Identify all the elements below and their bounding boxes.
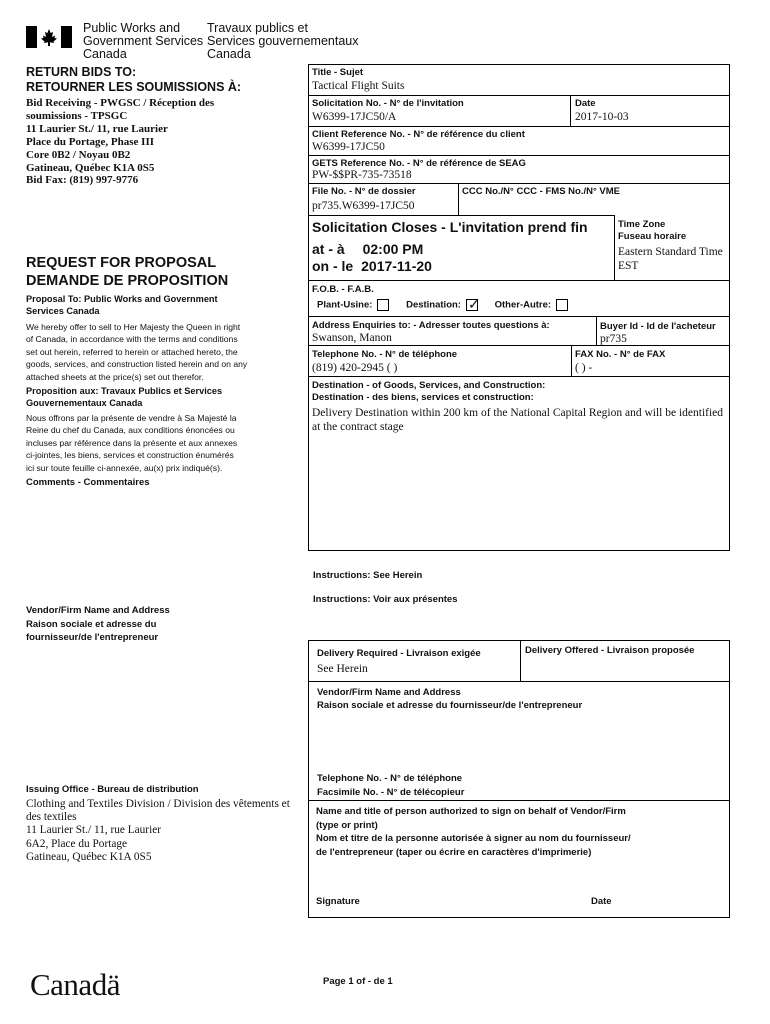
- closing-date-value: 2017-11-20: [361, 258, 432, 274]
- proposition-text-fr: Nous offrons par la présente de vendre à Sa Majesté la Reine du chef du Canada, aux conditions énoncées ou incluses par référence dans la présente et aux annexes ci-jointes, les biens, services et construction énumérés ici sur toute feuille ci-annexée, au(x) prix indiqué(s).: [26, 413, 238, 473]
- canada-wordmark-text: Canadä: [30, 967, 120, 1002]
- destination-checkbox[interactable]: [466, 296, 480, 312]
- instructions-en: Instructions: See Herein: [313, 570, 423, 581]
- other-autre-checkbox[interactable]: [556, 299, 568, 311]
- return-bids-address: Bid Receiving - PWGSC / Réception des soumissions - TPSGC 11 Laurier St./ 11, rue Laurier Place du Portage, Phase III Core 0B2 / Noyau 0B2 Gatineau, Québec K1A 0S5 Bid Fax: (819) 997-9776: [26, 97, 215, 187]
- solicitation-number-label: Solicitation No. - N° de l'invitation: [312, 98, 464, 109]
- instructions-fr: Instructions: Voir aux présentes: [313, 594, 458, 605]
- other-autre-label: Other-Autre:: [494, 299, 552, 311]
- telephone-label: Telephone No. - N° de téléphone: [312, 349, 458, 360]
- delivery-required-label: Delivery Required - Livraison exigée: [317, 648, 481, 659]
- at-label: at - à: [312, 241, 345, 257]
- destination-goods-value: Delivery Destination within 200 km of the National Capital Region and will be identified at the contract stage: [312, 407, 724, 433]
- rfp-title: REQUEST FOR PROPOSAL DEMANDE DE PROPOSITION: [26, 255, 229, 289]
- maple-leaf-flag-icon: [26, 26, 72, 48]
- time-zone-label: Time Zone Fuseau horaire: [618, 219, 687, 242]
- time-zone-value: Eastern Standard Time EST: [618, 246, 723, 272]
- address-enquiries-label: Address Enquiries to: - Adresser toutes questions à:: [312, 320, 550, 331]
- gets-reference-label: GETS Reference No. - N° de référence de SEAG: [312, 158, 526, 169]
- date-label: Date: [575, 98, 596, 109]
- check-mark-icon: ✓: [467, 296, 480, 312]
- buyer-id-label: Buyer Id - Id de l'acheteur: [600, 321, 716, 332]
- proposal-text-en: We hereby offer to sell to Her Majesty the Queen in right of Canada, in accordance with the terms and conditions set out herein, referred to herein or attached hereto, the goods, services, and construction listed herein and on any attached sheets at the price(s) set out therefor.: [26, 322, 248, 382]
- fax-label: FAX No. - N° de FAX: [575, 349, 666, 360]
- plant-usine-checkbox[interactable]: [377, 299, 389, 311]
- proposal-to-heading: Proposal To: Public Works and Government Services Canada: [26, 294, 218, 316]
- address-enquiries-value: Swanson, Manon: [312, 332, 392, 344]
- closing-time-value: 02:00 PM: [362, 241, 424, 257]
- vendor-phone-fax-label: Telephone No. - N° de téléphone Facsimile No. - N° de télécopieur: [317, 773, 465, 798]
- fob-label: F.O.B. - F.A.B.: [312, 284, 374, 295]
- client-reference-label: Client Reference No. - N° de référence du client: [312, 129, 525, 140]
- client-reference-value: W6399-17JC50: [312, 141, 385, 153]
- canada-wordmark: [30, 967, 120, 1003]
- title-value: Tactical Flight Suits: [312, 80, 405, 92]
- signature-date-label: Date: [591, 896, 612, 907]
- vendor-firm-label: Vendor/Firm Name and Address Raison sociale et adresse du fournisseur/de l'entrepreneur: [317, 687, 583, 711]
- canada-flag-logo: [26, 26, 72, 53]
- file-number-label: File No. - N° de dossier: [312, 186, 416, 197]
- page-number: Page 1 of - de 1: [323, 976, 393, 987]
- solicitation-closes-title: Solicitation Closes - L'invitation prend fin: [312, 219, 588, 235]
- destination-label: Destination:: [406, 299, 461, 311]
- delivery-offered-label: Delivery Offered - Livraison proposée: [525, 645, 695, 656]
- file-number-value: pr735.W6399-17JC50: [312, 200, 415, 212]
- department-name-en: Public Works and Government Services Canada: [83, 21, 204, 61]
- ccc-number-label: CCC No./N° CCC - FMS No./N° VME: [462, 186, 621, 197]
- department-name-fr: Travaux publics et Services gouvernementaux Canada: [207, 21, 359, 61]
- issuing-office-label: Issuing Office - Bureau de distribution: [26, 784, 199, 795]
- authorized-person-label: Name and title of person authorized to sign on behalf of Vendor/Firm (type or print) Nom et titre de la personne autorisée à signer au nom du fournisseur/ de l'entrepreneur (taper ou écrire en caractères d'imprimerie): [316, 806, 631, 858]
- comments-label: Comments - Commentaires: [26, 477, 150, 488]
- issuing-office-address: Clothing and Textiles Division / Division des vêtements et des textiles 11 Laurier St./ 11, rue Laurier 6A2, Place du Portage Gatineau, Québec K1A 0S5: [26, 798, 290, 863]
- signature-label: Signature: [316, 896, 360, 907]
- fax-value: ( ) -: [575, 362, 593, 374]
- on-label: on - le: [312, 258, 354, 274]
- delivery-required-value: See Herein: [317, 663, 368, 675]
- date-value: 2017-10-03: [575, 111, 629, 123]
- plant-usine-label: Plant-Usine:: [317, 299, 373, 311]
- fob-options: [317, 296, 582, 312]
- closing-date: [312, 258, 432, 274]
- buyer-id-value: pr735: [600, 333, 627, 345]
- gets-reference-value: PW-$$PR-735-73518: [312, 169, 412, 181]
- vendor-name-address-label: Vendor/Firm Name and Address Raison sociale et adresse du fournisseur/de l'entrepreneur: [26, 605, 170, 643]
- title-label: Title - Sujet: [312, 67, 364, 78]
- closing-time: [312, 241, 423, 257]
- proposition-aux-heading: Proposition aux: Travaux Publics et Services Gouvernementaux Canada: [26, 386, 223, 408]
- destination-goods-label: Destination - of Goods, Services, and Construction: Destination - des biens, services et construction:: [312, 380, 546, 403]
- return-bids-title: RETURN BIDS TO: RETOURNER LES SOUMISSIONS À:: [26, 65, 242, 94]
- solicitation-number-value: W6399-17JC50/A: [312, 111, 397, 123]
- telephone-value: (819) 420-2945 ( ): [312, 362, 398, 374]
